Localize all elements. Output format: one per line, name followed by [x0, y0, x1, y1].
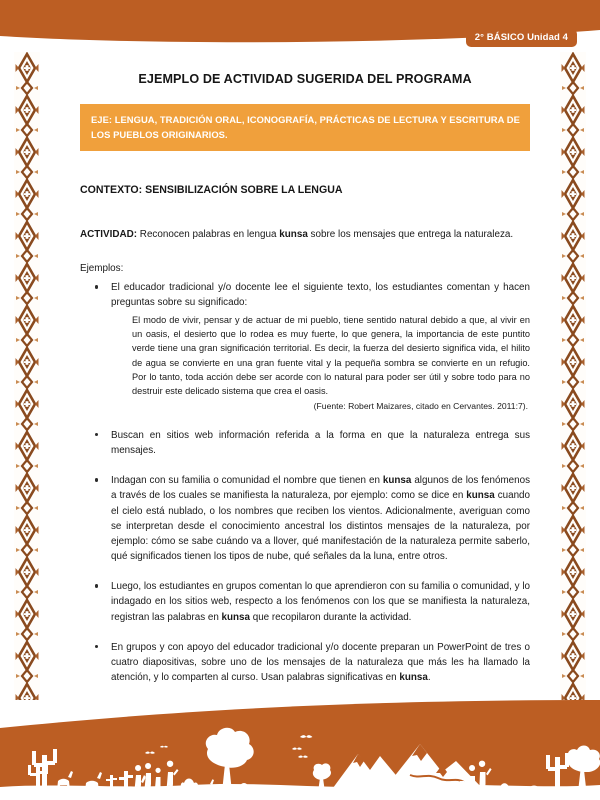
bullet-text-part1: Luego, los estudiantes en grupos comentan lo que aprendieron con su familia o comunidad, y lo indagado en los sitios web, respecto a los fenómenos con los que se manifiesta la naturaleza, registran las palabras en: [111, 581, 530, 623]
examples-list: [80, 280, 530, 685]
kunsa-keyword: kunsa: [466, 490, 495, 502]
kunsa-keyword: kunsa: [399, 671, 428, 683]
right-side-ornament: [560, 52, 586, 700]
bullet-text-part1: En grupos y con apoyo del educador tradicional y/o docente preparan un PowerPoint de tres o cuatro diapositivas, sobre uno de los mensajes de la naturaleza que más les ha llamado la atención, y lo comparten al curso. Usan palabras significativas en: [111, 641, 530, 683]
list-item: [80, 579, 530, 624]
kunsa-keyword: kunsa: [382, 475, 412, 487]
actividad-label: ACTIVIDAD:: [80, 229, 138, 241]
bullet-text-part3: cuando el cielo está nublado, o los nombres que reciben los vientos. Adicionalmente, averiguan como se interpretan desde el conocimiento ancestral los distintos mensajes de la naturaleza, por ejemplo: cómo se sabe cuándo va a llover, qué manifestación de la naturaleza permite saberlo, qué significados tienen los tipos de nube, qué señales da la luna, entre otros.: [111, 490, 531, 563]
page-title: EJEMPLO DE ACTIVIDAD SUGERIDA DEL PROGRAMA: [138, 72, 472, 86]
contexto-heading: CONTEXTO: SENSIBILIZACIÓN SOBRE LA LENGUA: [80, 184, 343, 197]
ejemplos-label: Ejemplos:: [80, 263, 124, 275]
quoted-text-block: El modo de vivir, pensar y de actuar de mi pueblo, tiene sentido natural debido a que, al vivir en un oasis, el desierto que lo rodea es muy fuerte, lo que genera, la importancia de este puntito verde tiene una gran significación territorial. Es decir, la fuerza del desierto significa vida, el hilito de agua se convierte en una gran fuente vital y la pequeña sombra se convierte en un refugio. Por lo tanto, toda acción debe ser acorde con lo natural para poder ser útil y sobre todo para no destruir este delicado sistema que crea el oasis.: [132, 314, 530, 397]
bullet-text-part2: que recopilaron durante la actividad.: [249, 611, 412, 623]
document-content: [80, 72, 530, 700]
bullet-text: Buscan en sitios web información referida a la forma en que la naturaleza entrega sus mensajes.: [111, 429, 530, 457]
left-side-ornament: [14, 52, 40, 700]
bullet-text-part2: .: [427, 671, 431, 683]
list-item: [80, 428, 530, 458]
footer-decoration: [0, 695, 600, 800]
kunsa-keyword: kunsa: [221, 611, 250, 623]
eje-banner: EJE: LENGUA, TRADICIÓN ORAL, ICONOGRAFÍA, PRÁCTICAS DE LECTURA Y ESCRITURA DE LOS PUEBLOS ORIGINARIOS.: [80, 104, 530, 151]
bullet-text: El educador tradicional y/o docente lee el siguiente texto, los estudiantes comentan y hacen preguntas sobre su significado:: [111, 282, 530, 309]
bullet-text-part1: Indagan con su familia o comunidad el nombre que tienen en: [111, 475, 383, 487]
unit-badge: 2° BÁSICO Unidad 4: [466, 29, 577, 47]
quote-source: (Fuente: Robert Maizares, citado en Cervantes. 2011:7).: [313, 400, 528, 411]
list-item: [80, 280, 530, 413]
list-item: [80, 640, 530, 685]
list-item: [80, 473, 530, 564]
kunsa-keyword: kunsa: [279, 229, 308, 241]
actividad-paragraph: [80, 228, 530, 243]
actividad-text-part2: sobre los mensajes que entrega la naturaleza.: [307, 229, 514, 241]
actividad-text-part1: Reconocen palabras en lengua: [137, 229, 280, 241]
bullet-text-part2: algunos de los fenómenos a través de los cuales se manifiesta la naturaleza, por ejemplo: como se dice en: [111, 475, 530, 502]
